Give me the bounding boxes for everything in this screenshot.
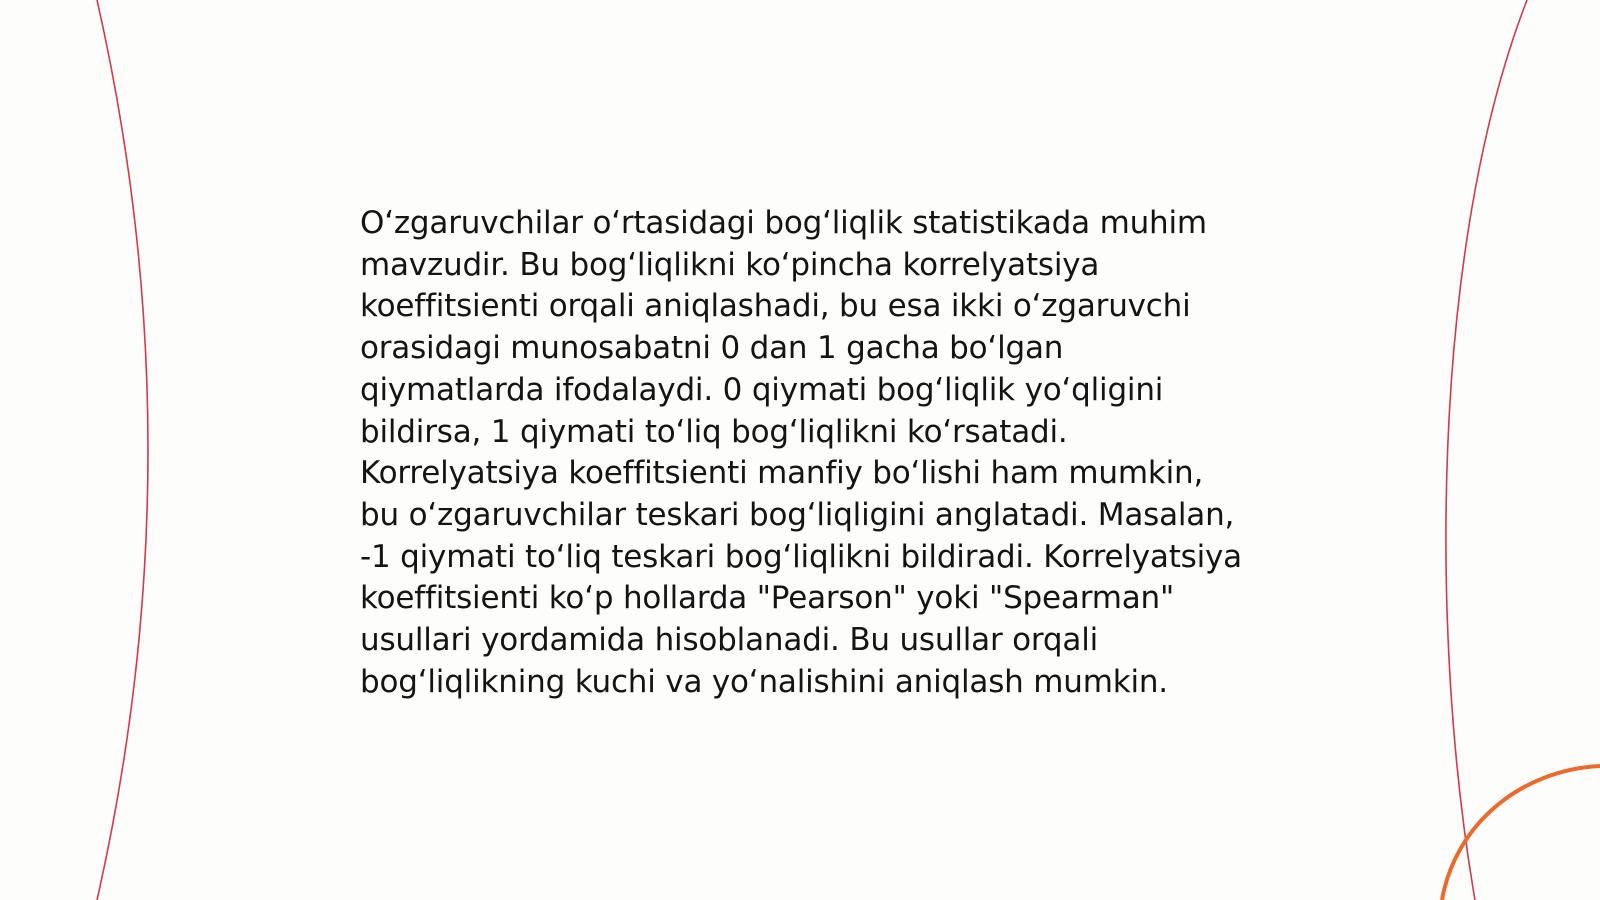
right-curve-line: [1446, 0, 1527, 900]
left-curve-line: [97, 0, 148, 900]
orange-arc-accent: [1442, 766, 1600, 900]
body-paragraph: O‘zgaruvchilar o‘rtasidagi bog‘liqlik statistikada muhim mavzudir. Bu bog‘liqlikni ko‘pincha korrelyatsiya koeffitsienti orqali aniqlashadi, bu esa ikki o‘zgaruvchi orasidagi munosabatni 0 dan 1 gacha bo‘lgan qiymatlarda ifodalaydi. 0 qiymati bog‘liqlik yo‘qligini bildirsa, 1 qiymati to‘liq bog‘liqlikni ko‘rsatadi. Korrelyatsiya koeffitsienti manfiy bo‘lishi ham mumkin, bu o‘zgaruvchilar teskari bog‘liqligini anglatadi. Masalan, -1 qiymati to‘liq teskari bog‘liqlikni bildiradi. Korrelyatsiya koeffitsienti ko‘p hollarda "Pearson" yoki "Spearman" usullari yordamida hisoblanadi. Bu usullar orqali bog‘liqlikning kuchi va yo‘nalishini aniqlash mumkin.: [360, 205, 1242, 700]
